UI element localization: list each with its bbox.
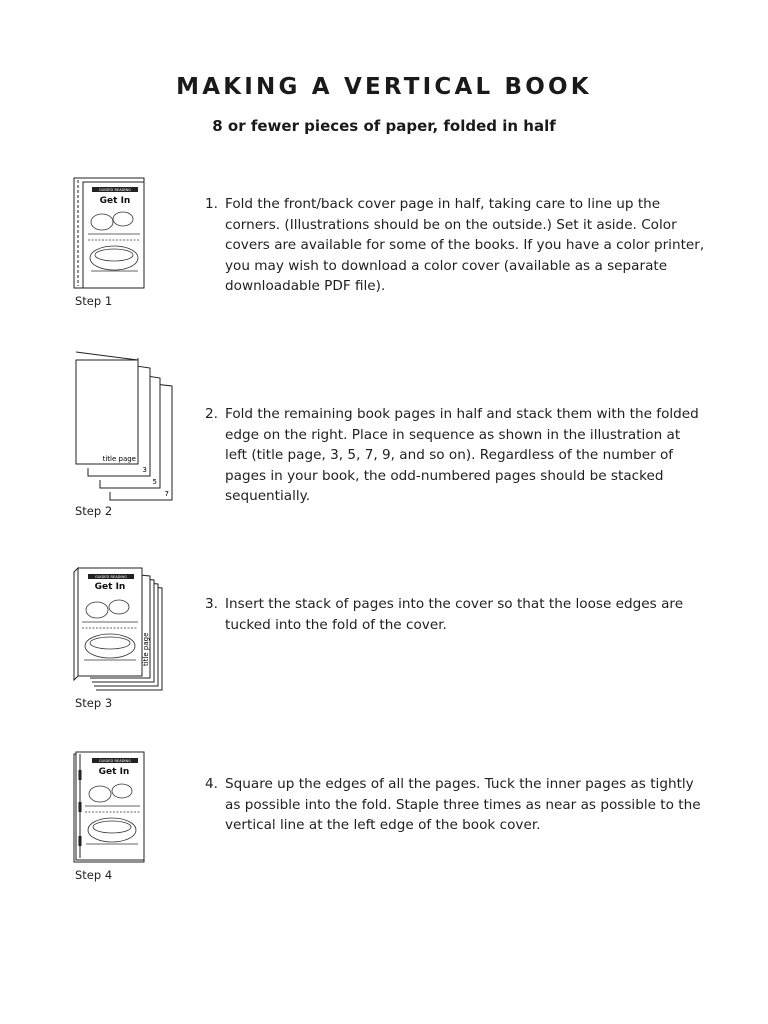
- step-2-number: 2.: [205, 406, 218, 422]
- cover-title: Get In: [98, 767, 130, 777]
- step-4-caption: Step 4: [75, 868, 113, 882]
- step-1-caption: Step 1: [75, 294, 113, 308]
- page-title: MAKING A VERTICAL BOOK: [176, 74, 592, 100]
- step-1-instruction: [205, 194, 705, 297]
- step-3-instruction: [205, 594, 705, 635]
- step-3-number: 3.: [205, 596, 218, 612]
- page-subtitle: 8 or fewer pieces of paper, folded in half: [212, 117, 556, 135]
- cover-banner: GUIDED READING: [99, 759, 131, 763]
- step-4-instruction: [205, 774, 705, 836]
- cover-title: Get In: [99, 196, 131, 206]
- page-label-5: 5: [152, 478, 157, 486]
- cover-banner: GUIDED READING: [95, 575, 127, 579]
- cover-banner: GUIDED READING: [99, 188, 131, 192]
- step-4-number: 4.: [205, 776, 218, 792]
- page-label-7: 7: [164, 490, 169, 498]
- step-3-caption: Step 3: [75, 696, 113, 710]
- cover-title: Get In: [94, 582, 126, 592]
- step-3-illustration: [66, 566, 176, 694]
- step-1-text: Fold the front/back cover page in half, taking care to line up the corners. (Illustrations should be on the outside.) Set it aside. Color covers are available for some of the books. If you have a color printer, you may wish to download a color cover (available as a separate downloadable PDF file).: [225, 196, 705, 294]
- page-label-3: 3: [142, 466, 147, 474]
- step-1-illustration: [66, 176, 150, 296]
- step-2-text: Fold the remaining book pages in half and stack them with the folded edge on the right. Place in sequence as shown in the illustration at left (title page, 3, 5, 7, 9, and so on). Regardless of the number of pages in your book, the odd-numbered pages should be stacked sequentially.: [225, 406, 699, 504]
- step-4-illustration: [66, 750, 150, 870]
- step-2-instruction: [205, 404, 705, 507]
- step-2-illustration: [66, 350, 186, 502]
- step-2-caption: Step 2: [75, 504, 113, 518]
- step-3-text: Insert the stack of pages into the cover so that the loose edges are tucked into the fold of the cover.: [225, 596, 684, 633]
- page-label-title: title page: [142, 632, 150, 666]
- page-label-title: title page: [102, 455, 136, 463]
- step-1-number: 1.: [205, 196, 218, 212]
- step-4-text: Square up the edges of all the pages. Tuck the inner pages as tightly as possible into the fold. Staple three times as near as possible to the vertical line at the left edge of the book cover.: [225, 776, 701, 833]
